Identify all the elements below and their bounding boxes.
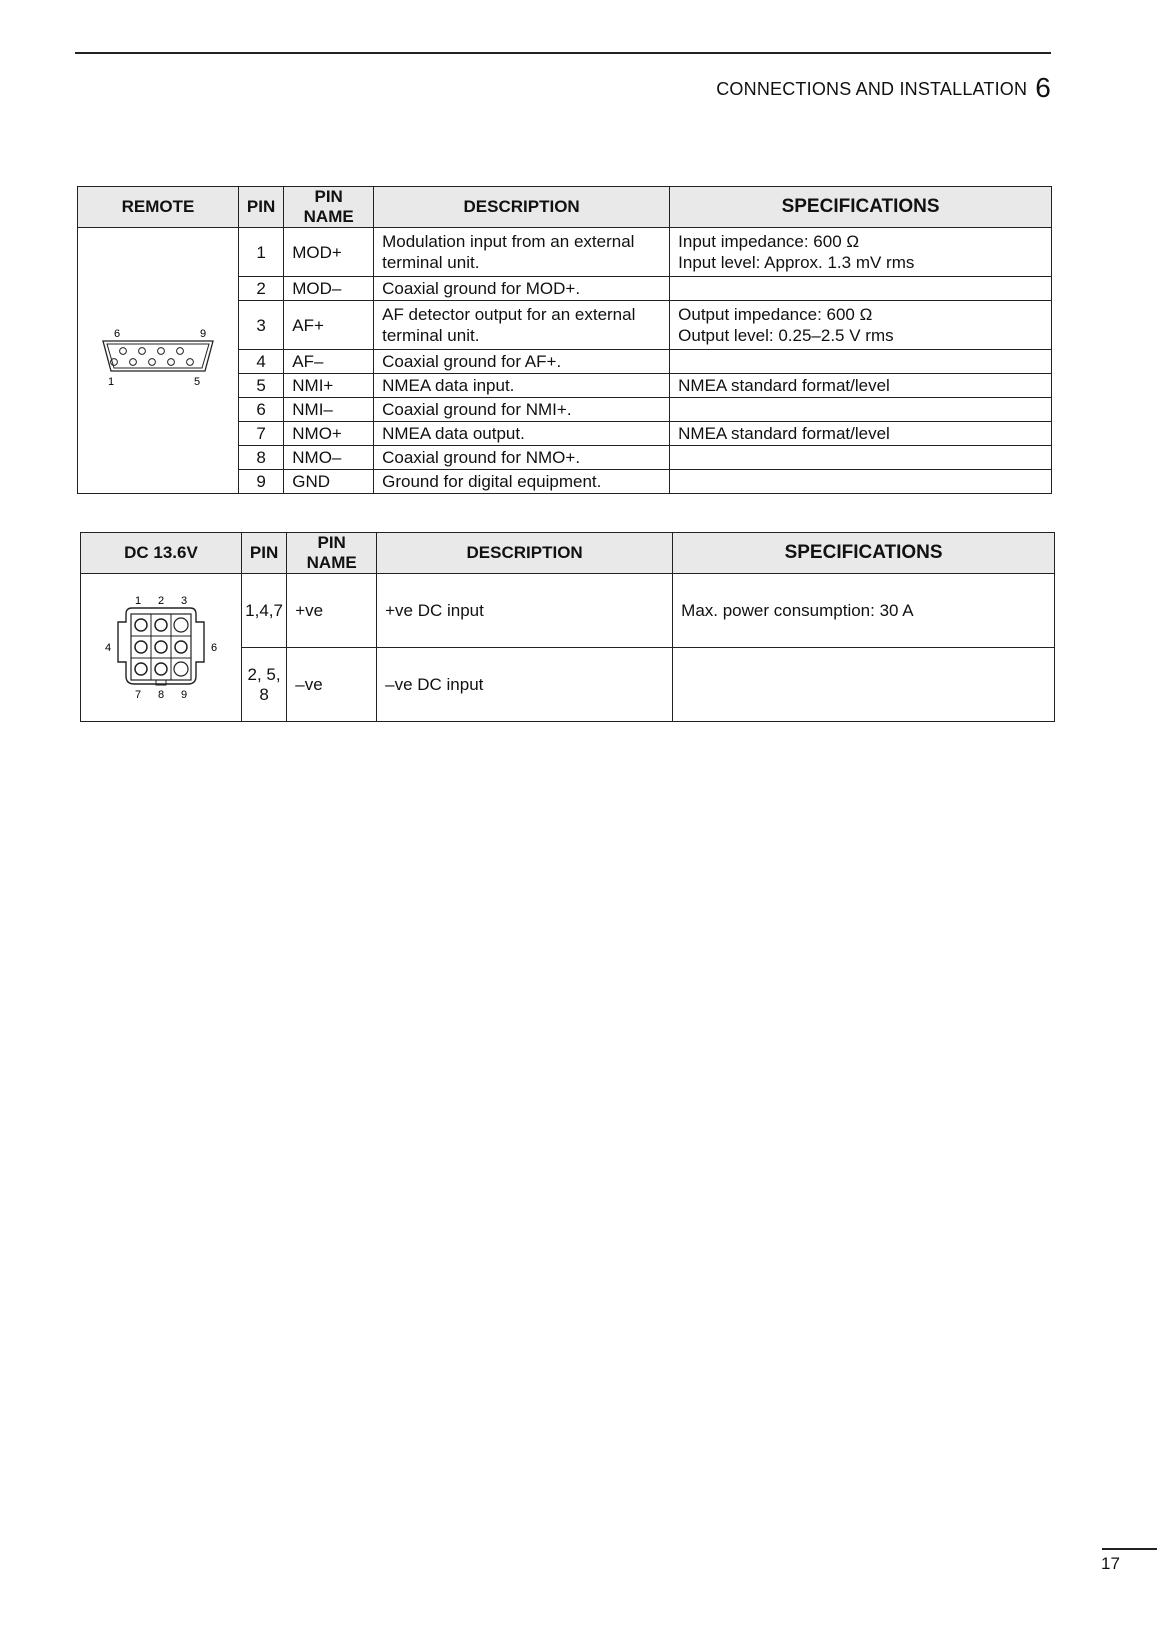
pin-header: PIN <box>238 187 283 228</box>
dc-pin-name: +ve <box>287 574 377 648</box>
dc-pin-table <box>80 532 1055 722</box>
db9-connector-diagram <box>93 323 223 393</box>
remote-table-body <box>78 228 1052 494</box>
pin-number: 4 <box>238 350 283 374</box>
description-header: DESCRIPTION <box>374 187 670 228</box>
pin-name: NMO– <box>284 446 374 470</box>
dc-label-1: 1 <box>134 594 142 607</box>
pin-specification <box>670 350 1052 374</box>
pin-description <box>374 422 670 446</box>
pin-number: 9 <box>238 470 283 494</box>
pin-specification-line: Output impedance: 600 Ω <box>678 305 873 324</box>
dc-label-6: 6 <box>210 641 218 654</box>
dc-pin-specification: Max. power consumption: 30 A <box>673 574 1055 648</box>
pin-number: 1 <box>238 228 283 277</box>
pin-specification <box>670 277 1052 301</box>
pin-specification-line: NMEA standard format/level <box>678 424 890 443</box>
pin-description <box>374 374 670 398</box>
pin-name: NMI– <box>284 398 374 422</box>
specifications-header: SPECIFICATIONS <box>670 187 1052 228</box>
pin-specification <box>670 446 1052 470</box>
dc-pin-number-line: 2, 5, <box>247 664 281 684</box>
pin-number: 8 <box>238 446 283 470</box>
dc-label-7: 7 <box>134 688 142 701</box>
pin-description-line: AF detector output for an external <box>382 305 636 324</box>
pin-number: 7 <box>238 422 283 446</box>
section-title: CONNECTIONS AND INSTALLATION <box>716 79 1028 99</box>
dc-label-3: 3 <box>180 594 188 607</box>
pin-specification-line: Input level: Approx. 1.3 mV rms <box>678 253 915 272</box>
pin-number: 3 <box>238 301 283 350</box>
dc-connector-diagram <box>96 588 226 703</box>
pin-specification-line: Input impedance: 600 Ω <box>678 232 860 251</box>
db9-label-9: 9 <box>199 328 207 340</box>
dc-pin-name: –ve <box>287 648 377 722</box>
pin-description-line: NMEA data input. <box>382 376 515 395</box>
pin-description-line: Ground for digital equipment. <box>382 472 602 491</box>
dc-label-9: 9 <box>180 688 188 701</box>
pin-description-line: Coaxial ground for MOD+. <box>382 279 581 298</box>
pin-specification-line: Output level: 0.25–2.5 V rms <box>678 326 894 345</box>
dc-pin-number <box>241 648 286 722</box>
pin-specification <box>670 228 1052 277</box>
dc-pin-description: +ve DC input <box>377 574 673 648</box>
pin-name-header: PIN NAME <box>284 187 374 228</box>
pin-description <box>374 470 670 494</box>
pin-description <box>374 228 670 277</box>
pin-specification-line: NMEA standard format/level <box>678 376 890 395</box>
pin-description-line: Coaxial ground for AF+. <box>382 352 562 371</box>
page-number: 17 <box>1101 1554 1120 1573</box>
pin-specification <box>670 301 1052 350</box>
pin-description <box>374 277 670 301</box>
dc-description-header: DESCRIPTION <box>377 533 673 574</box>
pin-description-line: NMEA data output. <box>382 424 525 443</box>
pin-specification <box>670 374 1052 398</box>
table-row <box>81 574 1055 648</box>
pin-name: MOD– <box>284 277 374 301</box>
footer-rule <box>1102 1548 1157 1550</box>
dc-connector-cell <box>81 574 242 722</box>
pin-description-line: terminal unit. <box>382 326 480 345</box>
dc-pin-number-line: 1,4,7 <box>245 600 283 620</box>
top-rule <box>75 52 1051 54</box>
pin-description-line: Modulation input from an external <box>382 232 635 251</box>
connector-cell <box>78 228 239 494</box>
pin-description <box>374 350 670 374</box>
pin-name: AF+ <box>284 301 374 350</box>
pin-name: MOD+ <box>284 228 374 277</box>
pin-number: 6 <box>238 398 283 422</box>
pin-name: NMI+ <box>284 374 374 398</box>
dc-specifications-header: SPECIFICATIONS <box>673 533 1055 574</box>
pin-number: 5 <box>238 374 283 398</box>
table-row <box>78 228 1052 277</box>
chapter-number: 6 <box>1035 72 1051 103</box>
pin-specification <box>670 422 1052 446</box>
db9-label-5: 5 <box>193 376 201 388</box>
pin-description <box>374 398 670 422</box>
dc-pin-specification <box>673 648 1055 722</box>
pin-name: NMO+ <box>284 422 374 446</box>
pin-description-line: Coaxial ground for NMI+. <box>382 400 572 419</box>
remote-header: REMOTE <box>78 187 239 228</box>
pin-specification <box>670 398 1052 422</box>
dc-label-8: 8 <box>157 688 165 701</box>
dc-header: DC 13.6V <box>81 533 242 574</box>
dc-table-body <box>81 574 1055 722</box>
page-header <box>716 72 1051 104</box>
pin-number: 2 <box>238 277 283 301</box>
pin-specification <box>670 470 1052 494</box>
dc-label-2: 2 <box>157 594 165 607</box>
dc-pin-description: –ve DC input <box>377 648 673 722</box>
pin-description <box>374 301 670 350</box>
pin-name: AF– <box>284 350 374 374</box>
pin-description-line: Coaxial ground for NMO+. <box>382 448 581 467</box>
dc-pin-header: PIN <box>241 533 286 574</box>
dc-label-4: 4 <box>104 641 112 654</box>
dc-pin-name-header: PIN NAME <box>287 533 377 574</box>
dc-pin-number <box>241 574 286 648</box>
dc-pin-number-line: 8 <box>259 684 269 704</box>
db9-label-1: 1 <box>107 376 115 388</box>
remote-pin-table <box>77 186 1052 494</box>
pin-description <box>374 446 670 470</box>
db9-label-6: 6 <box>113 328 121 340</box>
pin-name: GND <box>284 470 374 494</box>
pin-description-line: terminal unit. <box>382 253 480 272</box>
